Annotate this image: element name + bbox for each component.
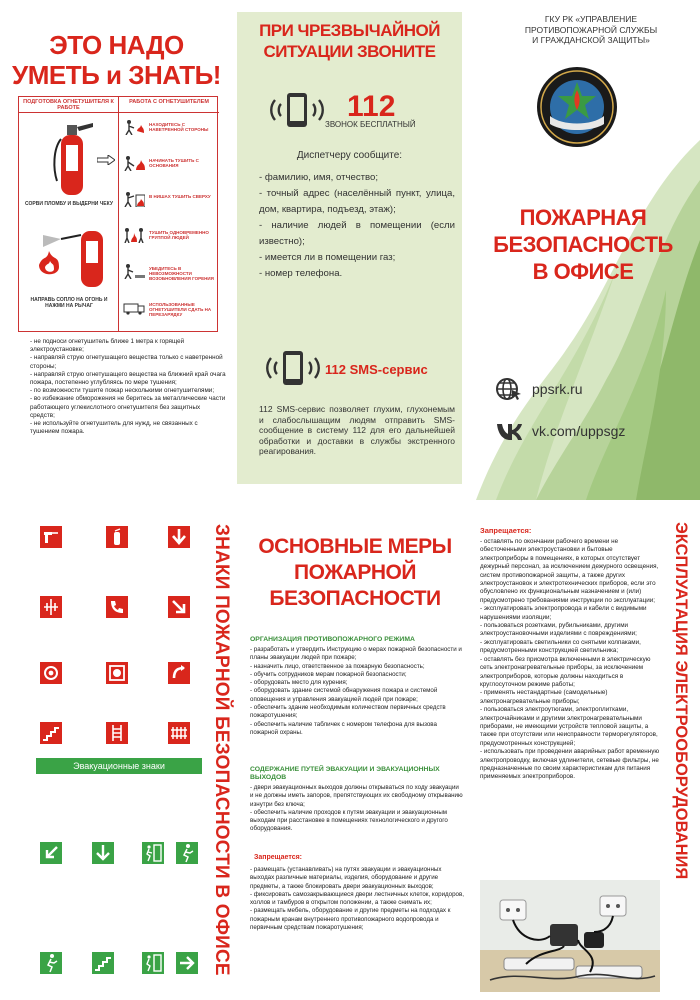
emergency-button-sign-icon <box>106 662 128 684</box>
exit-door-sign-icon <box>142 842 164 864</box>
evacuation-routes-list: - двери эвакуационных выходов должны открываться по ходу эвакуации и не должны иметь запоров, препятствующих их свободному открыванию изнутри без ключа; - обеспечить наличие проходов к путям эвакуации и эвакуационным выходам при расстановке в помещениях технологического и другого оборудования. <box>250 784 463 833</box>
electrical-vertical-title: ЭКСПЛУАТАЦИЯ ЭЛЕКТРООБОРУДОВАНИЯ <box>672 522 690 880</box>
electrical-rules-list: - оставлять по окончании рабочего времени не обесточенными электроустановки и бытовые электроприборы в помещениях, в которых отсутствует дежурный персонал, за исключением дежурного освещения, систем противопожарной защиты, а также других электроустановок и электротехнических приборов, если это обусловлено их функциональным назначением и (или) предусмотрено требованиями инструкции по эксплуатации; - эксплуатировать электропровода и кабели с видимыми нарушениями изоляции; - пользоваться розетками, рубильниками, другими электроустановочными изделиями с повреждениями; - эксплуатировать светильники со снятыми колпаками, предусмотренными конструкцией светильника; - оставлять без присмотра включенными в электрическую сеть электронагревательные приборы, за исключением электроприборов, которые должны находиться в круглосуточном режиме работы; - применять нестандартные (самодельные) электронагревательные приборы; - пользоваться электроутюгами, электроплитками, электрочайниками и другими электронагревательными приборами, не имеющими устройств тепловой защиты, а также при отсутствии или неисправности терморегуляторов, предусмотренных конструкцией; - использовать при проведении аварийных работ временную электропроводку, включая удлинители, сетевые фильтры, не предназначенные по своим характеристикам для питания применяемых электроприборов. <box>480 538 660 781</box>
fire-stair-sign-icon <box>40 722 62 744</box>
section-evacuation-routes: СОДЕРЖАНИЕ ПУТЕЙ ЭВАКУАЦИИ И ЭВАКУАЦИОННЫХ ВЫХОДОВ <box>250 766 440 781</box>
exit-man-door-icon <box>142 952 164 974</box>
ladder-sign-icon <box>106 722 128 744</box>
organization-name: ГКУ РК «УПРАВЛЕНИЕ ПРОТИВОПОЖАРНОЙ СЛУЖБЫ И ГРАЖДАНСКОЙ ЗАЩИТЫ» <box>524 14 658 45</box>
vk-icon <box>496 420 522 442</box>
dispatcher-label: Диспетчеру сообщите: <box>296 150 403 161</box>
pull-pin-caption: СОРВИ ПЛОМБУ И ВЫДЕРНИ ЧЕКУ <box>25 201 113 207</box>
leaf-background <box>466 120 700 500</box>
fire-hose-sign-icon <box>40 526 62 548</box>
sms-service-text: 112 SMS-сервис позволяет глухим, глухонемым и слабослышащим людям отправить SMS-сообщение в систему 112 для его дальнейшей обработки и доставки в службы экстренного реагирования. <box>259 404 455 456</box>
globe-icon <box>496 378 522 400</box>
prep-header: ПОДГОТОВКА ОГНЕТУШИТЕЛЯ К РАБОТЕ <box>19 97 118 113</box>
panel-extinguisher <box>0 0 233 500</box>
extinguisher-sign-icon <box>106 526 128 548</box>
niche-fire-icon <box>123 191 145 207</box>
step-item: НАЧИНАТЬ ТУШИТЬ С ОСНОВАНИЯ <box>123 153 215 175</box>
arrow-down-sign-icon <box>168 526 190 548</box>
signs-grid <box>36 516 202 986</box>
truck-icon <box>123 299 145 315</box>
sms-phone-icon <box>263 350 323 386</box>
arrow-right-icon <box>97 155 115 165</box>
exit-left-sign-icon <box>40 842 62 864</box>
hydrant-sign-icon <box>40 596 62 618</box>
step-item: ТУШИТЬ ОДНОВРЕМЕННО ГРУППОЙ ЛЮДЕЙ <box>123 225 215 247</box>
panel-cover: ГКУ РК «УПРАВЛЕНИЕ ПРОТИВОПОЖАРНОЙ СЛУЖБЫ И ГРАЖДАНСКОЙ ЗАЩИТЫ» ПОЖАРНАЯ БЕЗОПАСНОСТЬ В ОФИСЕ ppsrk.ru vk.com/uppsgz <box>466 0 700 500</box>
evacuation-signs-header: Эвакуационные знаки <box>36 758 202 774</box>
overloaded-sockets-illustration <box>480 880 660 992</box>
signs-vertical-title: ЗНАКИ ПОЖАРНОЙ БЕЗОПАСНОСТИ В ОФИСЕ <box>211 524 232 976</box>
fire-alarm-sign-icon <box>40 662 62 684</box>
prep-column <box>19 97 119 331</box>
radiator-sign-icon <box>168 722 190 744</box>
free-call-label: ЗВОНОК БЕСПЛАТНЫЙ <box>325 120 416 129</box>
panel-main-measures <box>250 500 470 1000</box>
step-item: В НИШАХ ТУШИТЬ СВЕРХУ <box>123 189 215 211</box>
measures-title: ОСНОВНЫЕ МЕРЫ ПОЖАРНОЙ БЕЗОПАСНОСТИ <box>258 535 452 610</box>
arrow-diagonal-sign-icon <box>168 596 190 618</box>
cover-title: ПОЖАРНАЯ БЕЗОПАСНОСТЬ В ОФИСЕ <box>493 205 673 284</box>
sms-service-title: 112 SMS-сервис <box>325 362 428 377</box>
check-fire-icon <box>123 263 145 279</box>
emergency-heading: ПРИ ЧРЕЗВЫЧАЙНОЙ СИТУАЦИИ ЗВОНИТЕ <box>259 21 440 61</box>
extinguisher-instructions <box>18 96 218 332</box>
emergency-number: 112 <box>347 90 396 123</box>
forbidden-list: - размещать (устанавливать) на путях эвакуации и эвакуационных выходах различные материалы, изделия, оборудование и другие предметы, а также блокировать двери эвакуационных выходов; - фиксировать самозакрывающиеся двери лестничных клеток, коридоров, холлов и тамбуров в открытом положении, а также снимать их; - размещать мебель, оборудование и другие предметы на подходах к пожарным кранам внутреннего противопожарного водопровода и первичным средствам пожаротушения; <box>250 866 464 932</box>
base-fire-icon <box>123 155 145 171</box>
emblem-seal-icon <box>536 66 618 148</box>
work-column <box>119 97 219 331</box>
fire-regime-list: - разработать и утвердить Инструкцию о мерах пожарной безопасности и планы эвакуации людей при пожаре; - назначить лицо, ответственное за пожарную безопасность; - обучить сотрудников мерам пожарной безопасности; - оборудовать место для курения; - оборудовать здание системой обнаружения пожара и системой оповещения и управления эвакуацией людей при пожаре; - обеспечить здание необходимым количеством первичных средств пожаротушения; - обеспечить наличие табличек с номером телефона для вызова пожарной охраны. <box>250 646 462 736</box>
section-forbidden: Запрещается: <box>254 854 303 861</box>
fire-phone-sign-icon <box>106 596 128 618</box>
extinguisher-rules: - не подноси огнетушитель ближе 1 метра к горящей электроустановке; - направляй струю огнетушащего вещества только с наветренной стороны; - направляй струю огнетушащего вещества на ближний край очага пожара, постепенно углубляясь по мере тушения; - по возможности тушите пожар несколькими огнетушителями; - во избежание обморожения не беритесь за металлические части работающего углекислотного огнетушителя без защитных средств; - не используйте огнетушитель для нужд, не связанных с тушением пожара. <box>30 338 226 436</box>
report-items: - фамилию, имя, отчество; - точный адрес (населённый пункт, улица, дом, квартира, подъезд, этаж); - наличие людей в помещении (если известно); - имеется ли в помещении газ; - номер телефона. <box>259 172 455 279</box>
aim-caption: НАПРАВЬ СОПЛО НА ОГОНЬ И НАЖМИ НА РЫЧАГ <box>30 297 108 309</box>
exit-running-man-icon <box>40 952 62 974</box>
exit-runner-sign-icon <box>176 842 198 864</box>
phone-ringing-icon <box>267 92 327 128</box>
group-people-icon <box>123 227 145 243</box>
panel-electrical <box>470 500 700 1000</box>
exit-stairs-sign-icon <box>92 952 114 974</box>
work-header: РАБОТА С ОГНЕТУШИТЕЛЕМ <box>119 97 219 113</box>
spray-extinguisher-icon <box>37 217 113 291</box>
exit-down-sign-icon <box>92 842 114 864</box>
section-fire-regime: ОРГАНИЗАЦИЯ ПРОТИВОПОЖАРНОГО РЕЖИМА <box>250 636 415 643</box>
extinguisher-icon <box>49 119 99 199</box>
panel-safety-signs <box>0 500 250 1000</box>
exit-arrow-right-icon <box>176 952 198 974</box>
panel-emergency-call <box>233 0 466 500</box>
electrical-forbidden-label: Запрещается: <box>480 526 532 535</box>
step-item: ИСПОЛЬЗОВАННЫЕ ОГНЕТУШИТЕЛИ СДАТЬ НА ПЕРЕЗАРЯДКУ <box>123 297 215 319</box>
wind-person-icon <box>123 119 145 135</box>
step-item: УБЕДИТЕСЬ В НЕВОЗМОЖНОСТИ ВОЗОБНОВЛЕНИЯ ГОРЕНИЯ <box>123 261 215 283</box>
panel1-title: ЭТО НАДО УМЕТЬ и ЗНАТЬ! <box>12 30 221 90</box>
emergency-card <box>237 12 462 484</box>
step-item: НАХОДИТЕСЬ С НАВЕТРЕННОЙ СТОРОНЫ <box>123 117 215 139</box>
arrow-corner-sign-icon <box>168 662 190 684</box>
